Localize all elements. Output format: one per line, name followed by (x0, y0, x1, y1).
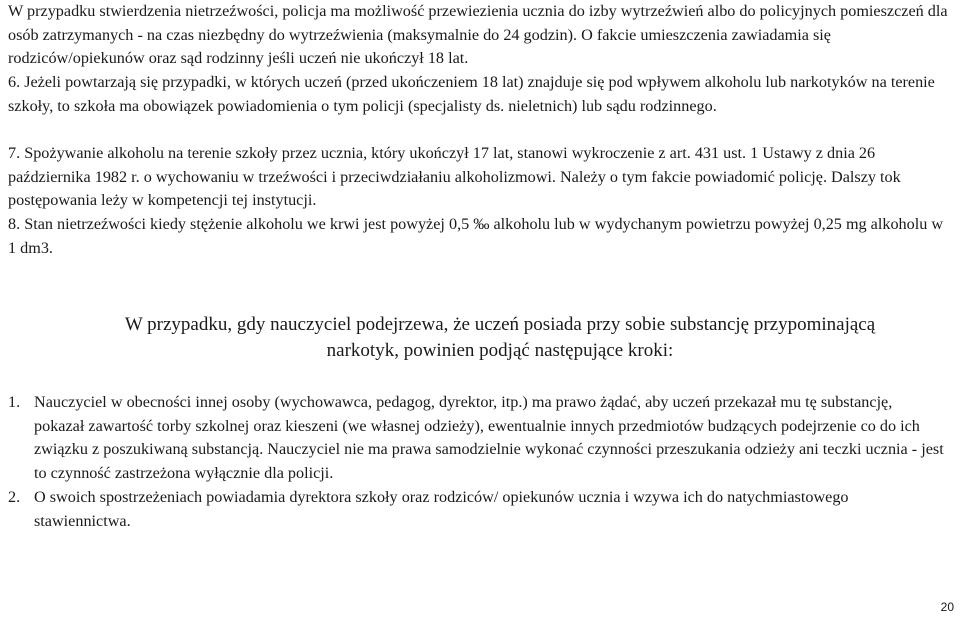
paragraph-8-text: Stan nietrzeźwości kiedy stężenie alkoholu we krwi jest powyżej 0,5 ‰ alkoholu lub w wydychanym powietrzu powyżej 0,25 mg alkoholu w 1 dm3. (8, 215, 944, 257)
paragraph-8-number: 8. (8, 215, 21, 233)
section-heading (60, 312, 940, 364)
paragraph-7 (8, 142, 952, 213)
step-item-2 (0, 486, 952, 534)
paragraph-intro (8, 0, 952, 71)
paragraph-6-text: Jeżeli powtarzają się przypadki, w których uczeń (przed ukończeniem 18 lat) znajduje się pod wpływem alkoholu lub narkotyków na terenie szkoły, to szkoła ma obowiązek powiadomienia o tym policji (specjalisty ds. nieletnich) lub sądu rodzinnego. (8, 73, 935, 115)
section-heading-line-2: narkotyk, powinien podjąć następujące kroki: (326, 340, 674, 361)
step-item-1-marker: 1. (8, 393, 21, 411)
paragraph-8 (8, 213, 952, 260)
step-item-2-text: O swoich spostrzeżeniach powiadamia dyrektora szkoły oraz rodziców/ opiekunów ucznia i wzywa ich do natychmiastowego stawiennictwa. (34, 488, 849, 530)
section-heading-line-1: W przypadku, gdy nauczyciel podejrzewa, że uczeń posiada przy sobie substancję przypominającą (124, 314, 876, 335)
paragraph-7-number: 7. (8, 144, 21, 162)
step-item-1 (0, 391, 952, 487)
paragraph-6-number: 6. (8, 73, 21, 91)
paragraph-7-text: Spożywanie alkoholu na terenie szkoły przez ucznia, który ukończył 17 lat, stanowi wykroczenie z art. 431 ust. 1 Ustawy z dnia 26 października 1982 r. o wychowaniu w trzeźwości i przeciwdziałaniu alkoholizmowi. Należy o tym fakcie powiadomić policję. Dalszy tok postępowania leży w kompetencji tej instytucji. (8, 144, 901, 209)
step-item-1-text: Nauczyciel w obecności innej osoby (wychowawca, pedagog, dyrektor, itp.) ma prawo żądać, aby uczeń przekazał mu tę substancję, pokazał zawartość torby szkolnej oraz kieszeni (we własnej odzieży), ewentualnie innych przedmiotów budzących podejrzenie co do ich związku z poszukiwaną substancją. Nauczyciel nie ma prawa samodzielnie wykonać czynności przeszukania odzieży ani teczki ucznia - jest to czynność zastrzeżona wyłącznie dla policji. (34, 393, 944, 482)
page-number: 20 (940, 600, 954, 614)
paragraph-intro-text: W przypadku stwierdzenia nietrzeźwości, policja ma możliwość przewiezienia ucznia do izby wytrzeźwień albo do policyjnych pomieszczeń dla osób zatrzymanych - na czas niezbędny do wytrzeźwienia (maksymalnie do 24 godzin). O fakcie umieszczenia zawiadamia się rodziców/opiekunów oraz sąd rodzinny jeśli uczeń nie ukończył 18 lat. (8, 2, 948, 67)
paragraph-6 (8, 71, 952, 118)
step-item-2-marker: 2. (8, 488, 21, 506)
